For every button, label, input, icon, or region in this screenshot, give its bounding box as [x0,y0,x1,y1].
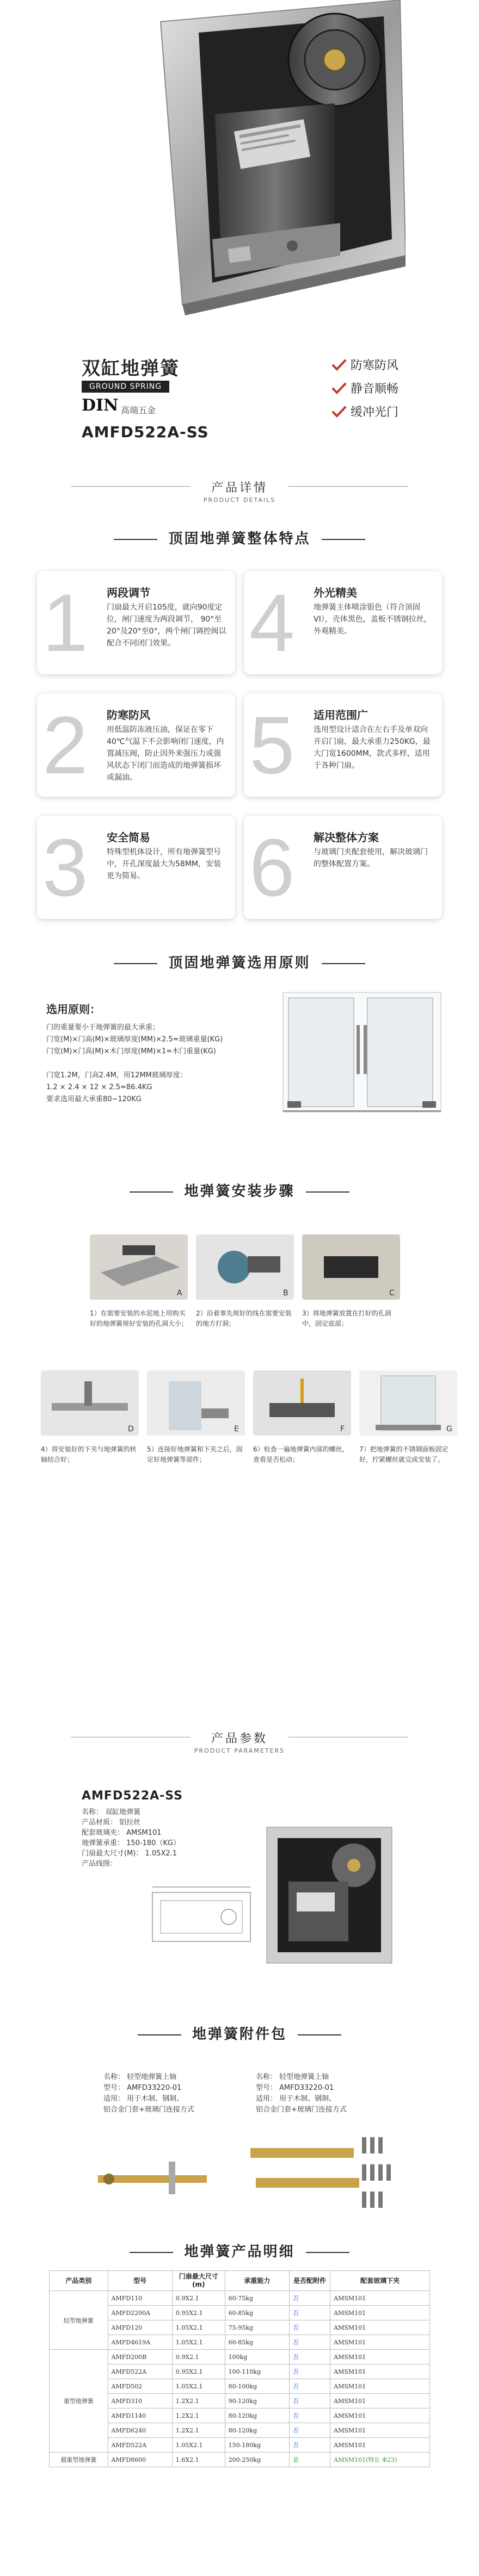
table-cell: 80-120kg [225,2409,289,2423]
card-desc: 地弹簧主体喷涂银色（符合顶固VI），壳体黑色，盖板不锈钢拉丝，外观精美。 [314,603,432,636]
table-row [50,2350,430,2364]
card-number: 4 [249,577,295,668]
install-step [359,1370,457,1465]
step-label: A [177,1289,182,1298]
selection-line: 门的重量要小于地弹簧的最大承重； [46,1023,160,1032]
params-panel [82,1789,397,1969]
param-line: 地弹簧承重： 150-180（KG） [82,1839,181,1847]
table-cell: 0.95X2.1 [172,2306,225,2320]
accessory-line: 名称： 轻型地弹簧上轴 [256,2073,329,2081]
heading-bar [130,2252,173,2253]
step-photo [302,1234,400,1300]
table-cell: 60-85kg [225,2335,289,2350]
step-photo [253,1370,351,1436]
table-cell: AMFD502 [108,2379,172,2394]
heading-bar [114,539,157,540]
feature-card [37,571,235,674]
step-photo [41,1370,139,1436]
product-photo [261,1822,397,1969]
step-caption: 7）把地弹簧的不锈钢面板固定好，拧紧螺丝就完成安装了。 [359,1445,449,1463]
check-icon [332,382,346,394]
table-cell: 否 [289,2438,330,2453]
install-step [196,1234,294,1329]
table-cell: 0.95X2.1 [172,2364,225,2379]
hero-title: 双缸地弹簧 [82,358,180,380]
table-cell: AMSM101 [330,2335,430,2350]
step-label: E [234,1425,239,1433]
table-cell: 60-75kg [225,2291,289,2306]
card-title: 适用范围广 [314,709,368,722]
step-caption: 6）检查一遍地弹簧内部的螺丝，查看是否松动； [253,1445,349,1463]
card-number: 5 [249,699,295,791]
install-step [41,1370,139,1465]
table-cell: 1.05X2.1 [172,2335,225,2350]
table-cell: 否 [289,2320,330,2335]
table-cell: AMSM101(特长 Φ23) [330,2453,430,2467]
hero-feature-label: 防寒防风 [351,359,399,373]
step-label: D [128,1425,134,1433]
table-cell: AMSM101 [330,2394,430,2409]
heading-bar [298,2034,341,2035]
hero-brand: 高端五金 [121,405,156,415]
table-cell: AMFD522A [108,2438,172,2453]
selection-example: 要求选用最大承重80~120KG [46,1095,142,1103]
heading-bar [322,539,365,540]
table-cell: AMFD1140 [108,2409,172,2423]
features-heading-text: 顶固地弹簧整体特点 [168,531,311,547]
param-line: 产品线图： [82,1860,118,1868]
install-heading-text: 地弹簧安装步骤 [184,1183,295,1200]
table-cell: 0.9X2.1 [172,2291,225,2306]
table-cell: 1.2X2.1 [172,2409,225,2423]
check-icon [332,359,346,371]
accessory-line: 适用： 用于木制、钢制、 [103,2095,184,2103]
feature-card [37,693,235,797]
table-cell: 1.05X2.1 [172,2379,225,2394]
step-photo [196,1234,294,1300]
table-cell: 1.2X2.1 [172,2423,225,2438]
table-cell: 200-250kg [225,2453,289,2467]
params-model: AMFD522A-SS [82,1789,183,1803]
card-number: 6 [249,822,295,913]
details-section-header [0,479,479,504]
step-photo [147,1370,245,1436]
feature-card [244,816,442,919]
hero-section [0,0,479,473]
table-cell: AMSM101 [330,2306,430,2320]
card-desc: 特殊型机体设计，所有地弹簧型号中，开孔深度最大为58MM，安装更为简易。 [107,848,221,880]
hero-feature-item [332,403,398,420]
accessory-line: 型号： AMFD33220-01 [256,2084,334,2092]
check-icon [332,406,346,418]
table-header: 配套玻璃下夹 [330,2271,430,2291]
install-step [302,1234,400,1329]
header-divider [288,486,408,487]
selection-example: 门宽1.2M，门高2.4M，用12MM玻璃厚度： [46,1071,187,1079]
install-step [90,1234,188,1329]
step-caption: 3）将地弹簧放置在打好的孔洞中，固定底部； [302,1309,391,1327]
table-cell: AMFD310 [108,2394,172,2409]
hero-subtitle-en: GROUND SPRING [82,381,169,393]
table-cell: 否 [289,2306,330,2320]
card-number: 2 [42,699,88,791]
step-label: C [389,1289,395,1298]
table-cell: AMFD8600 [108,2453,172,2467]
card-desc: 选用型设计适合在左右手及单双向开启门扇，最大承重力250KG，最大门宽1600MM，款式多样，适用于各种门扇。 [314,725,431,770]
line-drawing-diagram [147,1882,256,1952]
table-heading-text: 地弹簧产品明细 [184,2244,295,2260]
spec-table [49,2270,430,2467]
feature-card [244,571,442,674]
accessories-heading [0,2023,479,2043]
header-divider [71,486,191,487]
table-header: 型号 [108,2271,172,2291]
table-cell: AMFD110 [108,2291,172,2306]
selection-heading [0,952,479,972]
table-cell: AMFD6240 [108,2423,172,2438]
step-label: F [340,1425,345,1433]
table-cell: 1.05X2.1 [172,2320,225,2335]
heading-bar [322,963,365,964]
selection-title: 选用原则： [46,1003,101,1016]
table-cell: 100kg [225,2350,289,2364]
table-cell: 否 [289,2350,330,2364]
step-photo [90,1234,188,1300]
accessories-heading-text: 地弹簧附件包 [192,2026,287,2043]
table-cell: AMFD2200A [108,2306,172,2320]
step-caption: 2）沿着事先规好的线在需要安装的地方打洞； [196,1309,292,1327]
table-cell: 60-85kg [225,2306,289,2320]
table-cell: 1.2X2.1 [172,2394,225,2409]
section-subtitle: PRODUCT DETAILS [203,496,276,504]
spacer [46,1058,264,1070]
param-line: 产品材质： 铝拉丝 [82,1818,141,1827]
card-desc: 用低温防冻液压油，保证在零下40℃气温下不会影响闭门速度，内置减压阀，防止因外来强压力或强风状态下闭门而造成的地弹簧损坏或漏油。 [107,725,224,782]
table-cell: AMSM101 [330,2409,430,2423]
param-line: 门扇最大尺寸(M)： 1.05X2.1 [82,1849,177,1858]
card-desc: 与玻璃门夹配套使用，解决玻璃门的整体配置方案。 [314,848,428,868]
heading-bar [114,963,157,964]
hero-feature-list [332,356,398,426]
table-cell: AMSM101 [330,2423,430,2438]
table-cell: 否 [289,2394,330,2409]
table-cell: AMFD4619A [108,2335,172,2350]
table-category: 超重型地弹簧 [50,2453,108,2467]
install-step [147,1370,245,1465]
table-cell: AMSM101 [330,2350,430,2364]
glass-door-diagram [278,987,446,1118]
table-cell: 80-120kg [225,2423,289,2438]
table-category: 轻型地弹簧 [50,2291,108,2350]
section-title: 产品参数 [211,1732,268,1746]
param-line: 名称： 双缸地弹簧 [82,1808,141,1816]
table-cell: 否 [289,2379,330,2394]
table-cell: 否 [289,2291,330,2306]
table-header: 是否配附件 [289,2271,330,2291]
table-cell: 0.9X2.1 [172,2350,225,2364]
table-cell: AMSM101 [330,2438,430,2453]
table-cell: 否 [289,2423,330,2438]
hero-feature-label: 静音顺畅 [351,382,399,396]
selection-example: 1.2 × 2.4 × 12 × 2.5=86.4KG [46,1083,152,1091]
card-number: 1 [42,577,88,668]
step-photo [359,1370,457,1436]
hero-model: AMFD522A-SS [82,423,209,441]
selection-heading-text: 顶固地弹簧选用原则 [168,955,311,971]
param-line: 配套玻璃夹： AMSM101 [82,1829,162,1837]
accessory-info [103,2072,194,2115]
table-cell: 100-110kg [225,2364,289,2379]
table-cell: 90-120kg [225,2394,289,2409]
din-logo: DIN [82,396,119,415]
table-cell: 75-95kg [225,2320,289,2335]
feature-card [37,816,235,919]
table-header-row [50,2271,430,2291]
accessory-info [256,2072,347,2115]
table-cell: 否 [289,2364,330,2379]
step-label: G [446,1425,452,1433]
section-subtitle: PRODUCT PARAMETERS [194,1747,285,1754]
accessory-line: 铝合金门套+玻璃门连接方式 [256,2106,347,2114]
table-row [50,2453,430,2467]
table-cell: 否 [289,2409,330,2423]
hero-feature-item [332,380,398,396]
heading-bar [306,2252,349,2253]
table-header: 承重能力 [225,2271,289,2291]
step-caption: 4）将安装好的下夹与地弹簧的转轴结合好； [41,1445,137,1463]
hero-feature-label: 缓冲光门 [351,406,399,419]
table-header: 门扇最大尺寸(m) [172,2271,225,2291]
card-desc: 门扇最大开启105度，就向90度定位，闸门速度为两段调节， 90°至20°及20°至0°，两个闸门调控阀以配合不同闭门效果。 [107,603,226,648]
table-cell: AMSM101 [330,2291,430,2306]
table-cell: 是 [289,2453,330,2467]
table-category: 重型地弹簧 [50,2350,108,2453]
accessory-line: 铝合金门套+玻璃门连接方式 [103,2106,194,2114]
accessory-kit-photo [245,2126,414,2224]
params-section-header [0,1729,479,1754]
card-title: 解决整体方案 [314,831,379,844]
table-row [50,2291,430,2306]
table-cell: 1.6X2.1 [172,2453,225,2467]
accessory-line: 型号： AMFD33220-01 [103,2084,182,2092]
card-title: 外光精美 [314,586,357,599]
table-cell: 否 [289,2335,330,2350]
table-cell: 150-180kg [225,2438,289,2453]
heading-bar [130,1191,173,1193]
accessory-line: 适用： 用于木制、钢制、 [256,2095,336,2103]
step-caption: 1）在需要安装的水泥地上用购买好的地弹簧规好安装的孔洞大小； [90,1309,188,1327]
table-header: 产品类别 [50,2271,108,2291]
card-number: 3 [42,822,88,913]
card-title: 安全简易 [107,831,150,844]
table-cell: AMSM101 [330,2364,430,2379]
heading-bar [138,2034,181,2035]
heading-bar [306,1191,349,1193]
table-cell: 80-100kg [225,2379,289,2394]
section-title: 产品详情 [211,481,268,495]
table-cell: AMFD522A [108,2364,172,2379]
table-cell: AMSM101 [330,2320,430,2335]
table-heading [0,2240,479,2261]
install-heading [0,1180,479,1200]
accessory-line: 名称： 轻型地弹簧上轴 [103,2073,177,2081]
features-heading [0,527,479,548]
step-label: B [283,1289,288,1298]
card-title: 两段调节 [107,586,150,599]
table-cell: AMFD120 [108,2320,172,2335]
selection-line: 门宽(M)×门高(M)×木门厚度(MM)×1=木门重量(KG) [46,1047,216,1056]
selection-principle-text [46,1001,264,1106]
ground-spring-product-image [79,0,406,337]
step-caption: 5）连接好地弹簧和下夹之后，固定好地弹簧等部件； [147,1445,243,1463]
table-cell: AMSM101 [330,2379,430,2394]
table-cell: AMFD200B [108,2350,172,2364]
card-title: 防寒防风 [107,709,150,722]
table-cell: 1.05X2.1 [172,2438,225,2453]
hero-feature-item [332,356,398,373]
install-step [253,1370,351,1465]
feature-card [244,693,442,797]
accessory-photo [87,2137,229,2213]
selection-line: 门宽(M)×门高(M)×玻璃厚度(MM)×2.5=玻璃重量(KG) [46,1035,223,1044]
